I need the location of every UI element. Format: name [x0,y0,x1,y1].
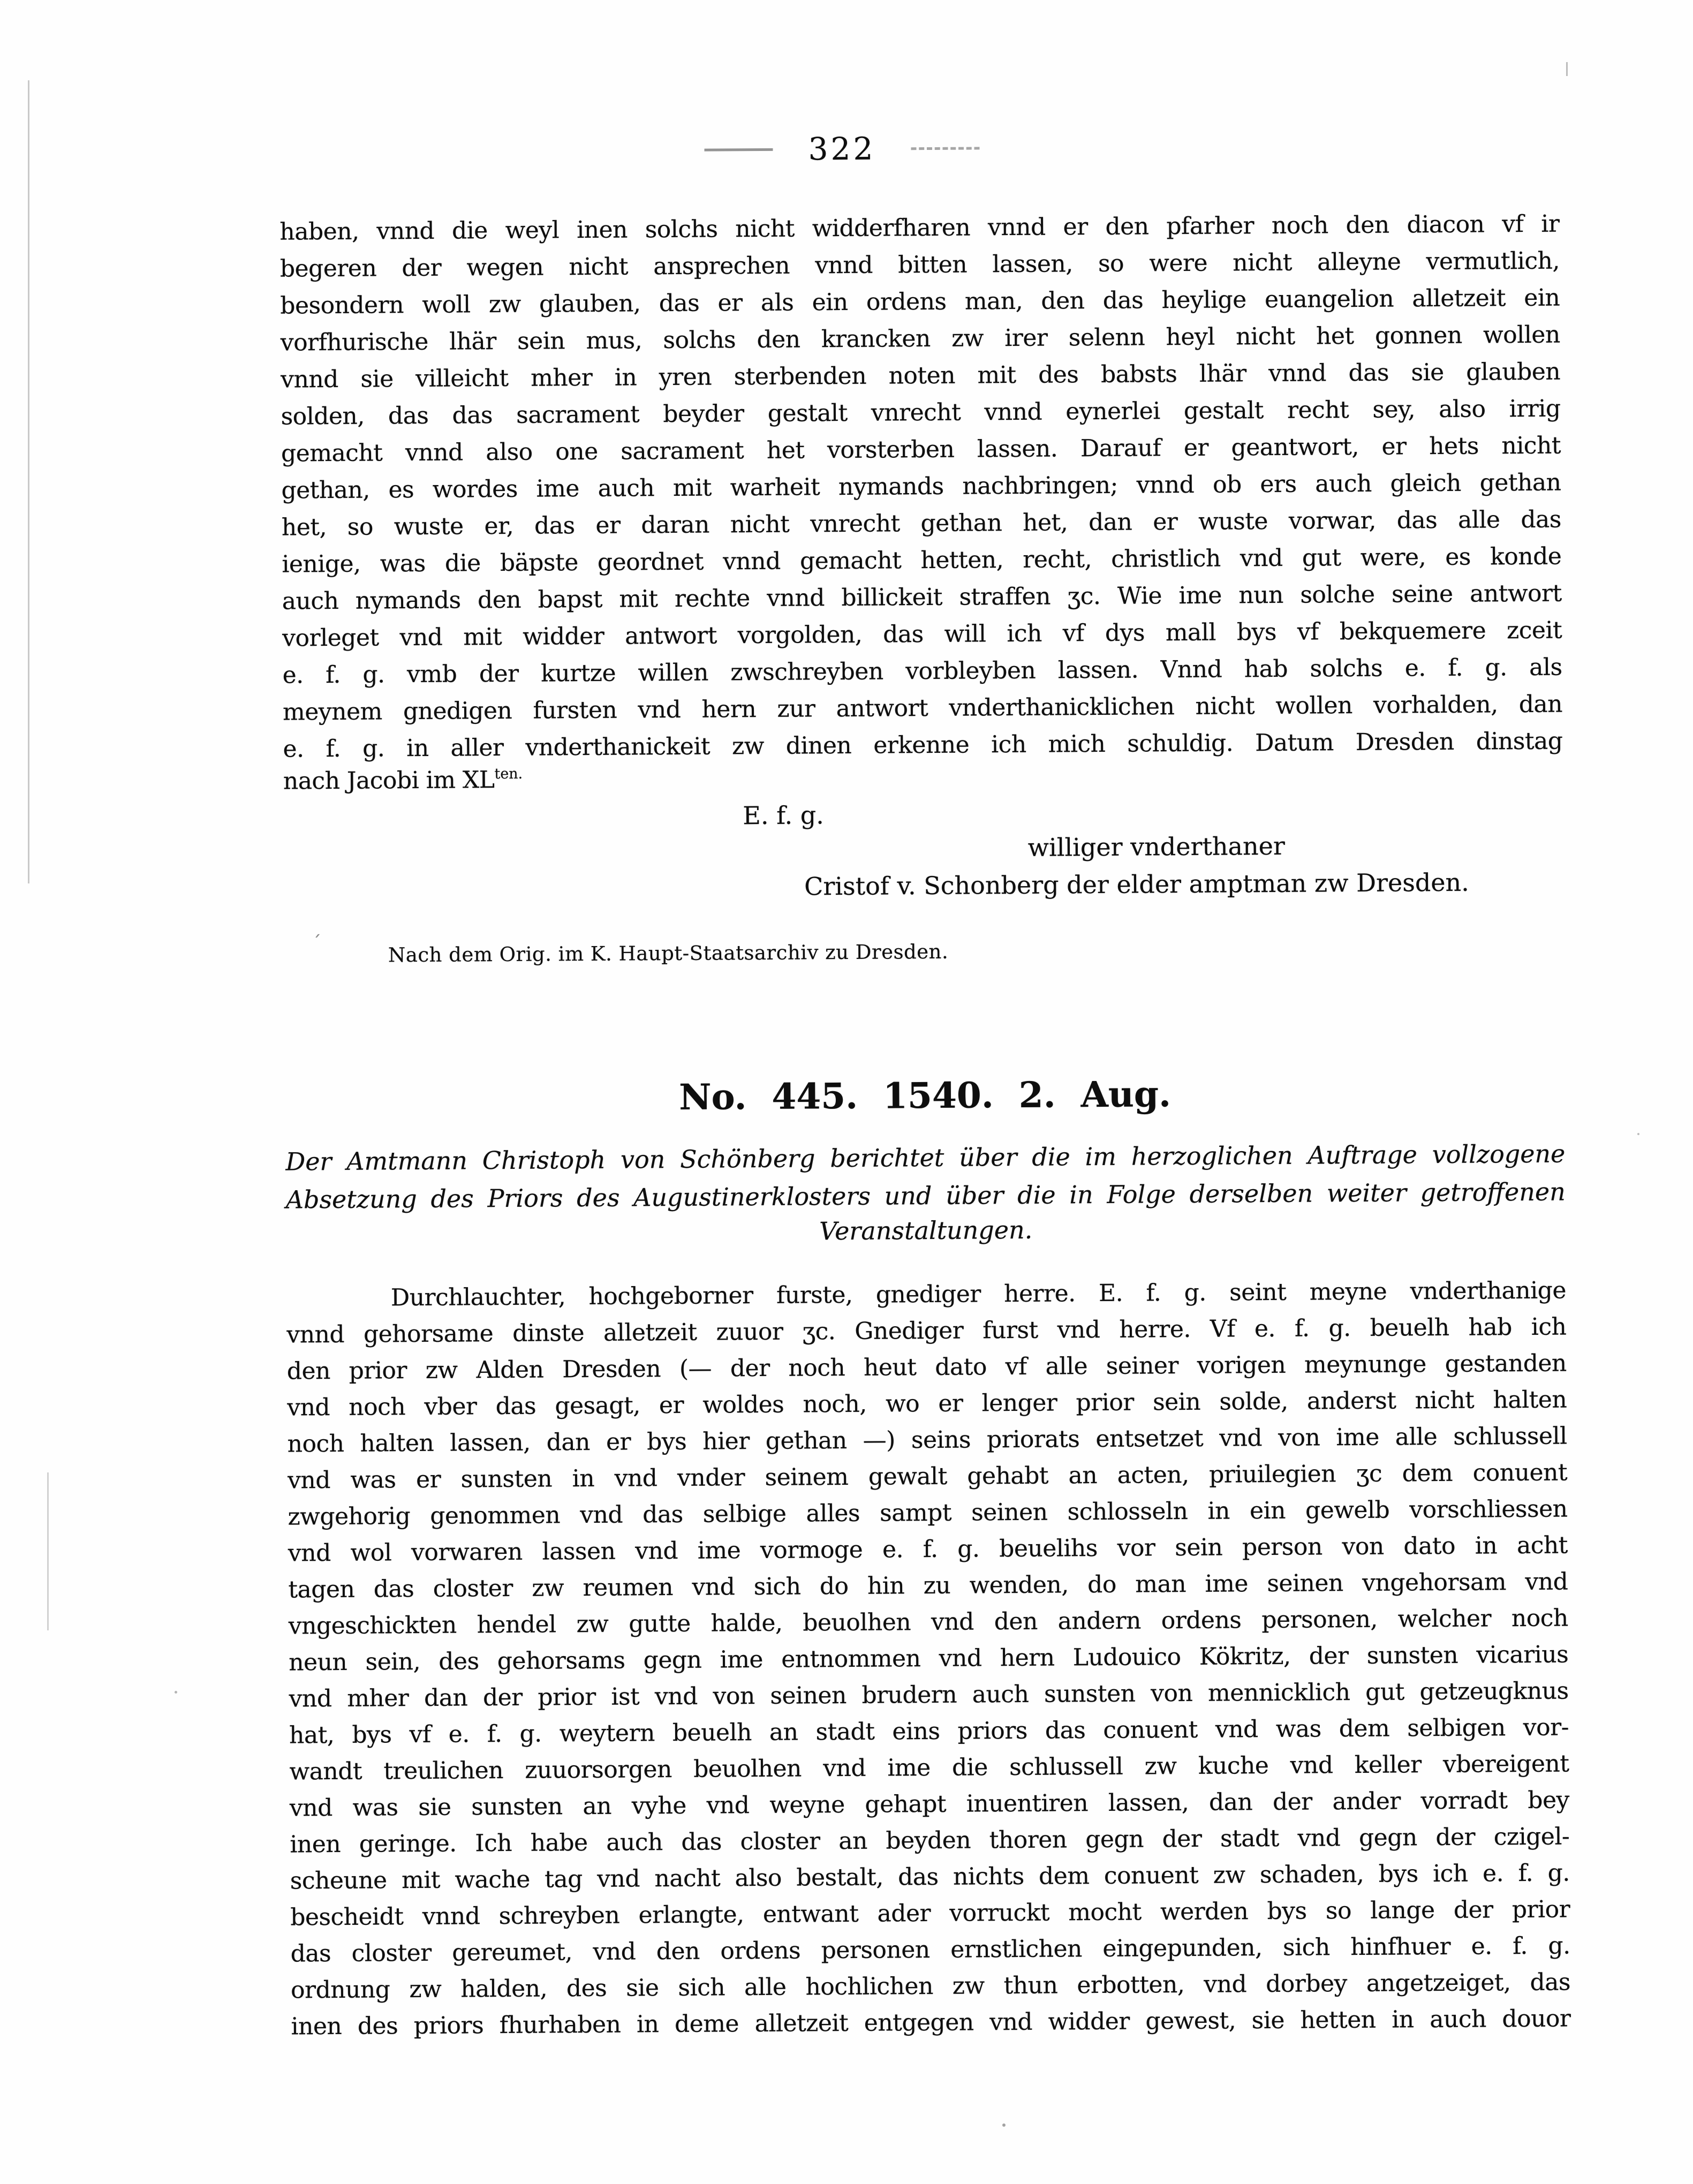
dateline-superscript: ten. [494,765,523,783]
text-line: vngeschickten hendel zw gutte halde, beuolhen vnd den andern ordens personen, welcher noch [288,1604,1568,1640]
text-line: tagen das closter zw reumen vnd sich do hin zu wenden, do man ime seinen vngehorsam vnd [288,1568,1568,1604]
text-line: e. f. g. in aller vnderthanickeit zw dinen erkenne ich mich schuldig. Datum Dresden dinstag [283,727,1563,763]
text-line: inen geringe. Ich habe auch das closter an beyden thoren gegn der stadt vnd gegn der czigel- [290,1823,1570,1858]
page-number: 322 [808,130,876,168]
text-line: vorfhurische lhär sein mus, solchs den krancken zw irer selenn heyl nicht het gonnen wollen [280,321,1560,357]
text-line: noch halten lassen, dan er bys hier gethan —) seins priorats entsetzet vnd von ime alle schlussell [287,1422,1567,1458]
text-line: meynem gnedigen fursten vnd hern zur antwort vnderthanicklichen nicht wollen vorhalden, dan [282,690,1563,726]
text-line: het, so wuste er, das er daran nicht vnrecht gethan het, dan er wuste vorwar, das alle das [281,505,1562,541]
page-header [0,125,1689,172]
entry-445-summary [285,1135,1566,1219]
header-rule-left [705,148,773,151]
text-line: scheune mit wache tag vnd nacht also bestalt, das nichts dem conuent zw schaden, bys ich e. f. g. [290,1859,1570,1895]
entry-445-summary-last-line: Veranstaltungen. [819,1215,1033,1246]
text-line: vorleget vnd mit widder antwort vorgolden, das will ich vf dys mall bys vf bekquemere zceit [282,616,1562,652]
text-line: vnnd sie villeicht mher in yren sterbenden noten mit des babsts lhär vnnd das sie glauben [281,358,1561,394]
text-line: Durchlauchter, hochgeborner furste, gnediger herre. E. f. g. seint meyne vnderthanige [390,1276,1567,1312]
text-line: hat, bys vf e. f. g. weytern beuelh an stadt eins priors das conuent vnd was dem selbigen vor- [289,1713,1569,1749]
text-line: den prior zw Alden Dresden (— der noch heut dato vf alle seiner vorigen meynunge gestanden [286,1349,1567,1385]
scan-artifact-mark: ˏ [312,917,321,938]
source-note: Nach dem Orig. im K. Haupt-Staatsarchiv zu Dresden. [388,940,949,967]
valediction: E. f. g. [743,800,825,830]
text-line: vnnd gehorsame dinste alletzeit zuuor ʒc. Gnediger furst vnd herre. Vf e. f. g. beuelh hab ich [286,1313,1567,1349]
text-line: vnd was er sunsten in vnd vnder seinem gewalt gehabt an acten, priuilegien ʒc dem conuent [287,1458,1568,1494]
signature-role: williger vnderthaner [1027,831,1286,862]
text-line: gethan, es wordes ime auch mit warheit nymands nachbringen; vnnd ob ers auch gleich gethan [281,468,1561,504]
text-line: wandt treulichen zuuorsorgen beuolhen vnd ime die schlussell zw kuche vnd keller vbereigent [289,1750,1569,1786]
text-line: besondern woll zw glauben, das er als ein ordens man, den das heylige euangelion alletzeit ein [280,284,1560,320]
text-line: haben, vnnd die weyl inen solchs nicht widderfharen vnnd er den pfarher noch den diacon vf ir [279,210,1560,246]
text-line: vnd wol vorwaren lassen vnd ime vormoge e. f. g. beuelihs vor sein person von dato in acht [288,1531,1568,1567]
text-line: bescheidt vnnd schreyben erlangte, entwant ader vorruckt mocht werden bys so lange der prior [290,1895,1570,1931]
text-line: das closter gereumet, vnd den ordens personen ernstlichen eingepunden, sich hinfhuer e. f. g. [290,1932,1570,1968]
letter-444-body [279,206,1562,768]
signature-name: Cristof v. Schonberg der elder amptman zw Dresden. [804,867,1469,901]
entry-445-heading: No. 445. 1540. 2. Aug. [679,1073,1172,1118]
text-line: vnd was sie sunsten an vyhe vnd weyne gehapt inuentiren lassen, dan der ander vorradt bey [289,1786,1570,1822]
text-line: inen des priors fhurhaben in deme alletzeit entgegen vnd widder gewest, sie hetten in auch douor [291,2005,1571,2041]
text-line: gemacht vnnd also one sacrament het vorsterben lassen. Darauf er geantwort, er hets nicht [281,432,1561,467]
text-line: auch nymands den bapst mit rechte vnnd billickeit straffen ʒc. Wie ime nun solche seine antwort [282,579,1562,615]
text-line: ordnung zw halden, des sie sich alle hochlichen zw thun erbotten, vnd dorbey angetzeiget, das [290,1968,1571,2004]
text-line: neun sein, des gehorsams gegn ime entnommen vnd hern Ludouico Kökritz, der sunsten vicarius [289,1641,1569,1676]
text-line: vnd noch vber das gesagt, er woldes noch, wo er lenger prior sein solde, anderst nicht halten [287,1386,1567,1422]
text-line: begeren der wegen nicht ansprechen vnnd bitten lassen, so were nicht alleyne vermutlich, [279,247,1560,283]
text-line: Absetzung des Priors des Augustinerklosters und über die in Folge derselben weiter getroffenen [285,1177,1566,1214]
text-line: vnd mher dan der prior ist vnd von seinen brudern auch sunsten von mennicklich gut getzeugknus [289,1677,1569,1713]
letter-444-dateline [283,766,523,795]
header-rule-right [911,147,979,150]
text-line: Der Amtmann Christoph von Schönberg berichtet über die im herzoglichen Auftrage vollzogene [285,1139,1566,1176]
text-line: ienige, was die bäpste geordnet vnnd gemacht hetten, recht, christlich vnd gut were, es konde [282,542,1562,578]
text-line: zwgehorig genommen vnd das selbige alles sampt seinen schlosseln in ein gewelb vorschliessen [288,1495,1568,1531]
text-line: solden, das das sacrament beyder gestalt vnrecht vnnd eynerlei gestalt recht sey, also irrig [281,395,1561,430]
dateline-text: nach Jacobi im XL [283,766,495,795]
text-line: e. f. g. vmb der kurtze willen zwschreyben vorbleyben lassen. Vnnd hab solchs e. f. g. als [282,653,1562,689]
entry-445-body [286,1273,1571,2045]
